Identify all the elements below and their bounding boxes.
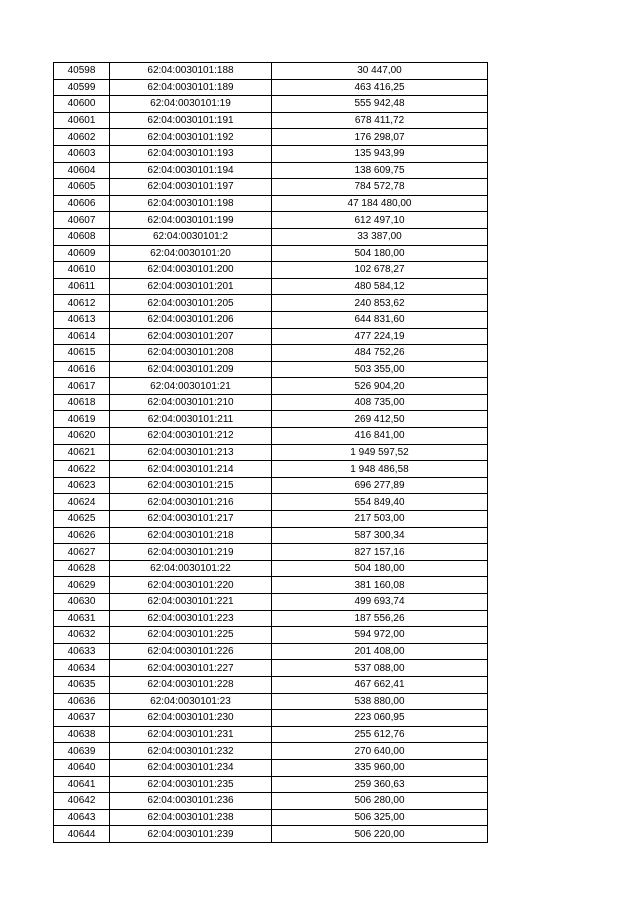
value-cell: 201 408,00 [272,643,488,660]
value-cell: 223 060,95 [272,710,488,727]
value-cell: 538 880,00 [272,693,488,710]
row-number-cell: 40624 [54,494,110,511]
table-row [54,477,488,494]
table-row [54,245,488,262]
row-number-cell: 40621 [54,444,110,461]
cadastral-number-cell: 62:04:0030101:234 [110,759,272,776]
row-number-cell: 40633 [54,643,110,660]
value-cell: 335 960,00 [272,759,488,776]
table-row [54,79,488,96]
value-cell: 827 157,16 [272,544,488,561]
cadastral-number-cell: 62:04:0030101:19 [110,96,272,113]
row-number-cell: 40613 [54,311,110,328]
value-cell: 644 831,60 [272,311,488,328]
value-cell: 269 412,50 [272,411,488,428]
table-row [54,295,488,312]
value-cell: 47 184 480,00 [272,195,488,212]
table-row [54,311,488,328]
cadastral-number-cell: 62:04:0030101:231 [110,726,272,743]
table-row [54,643,488,660]
cadastral-number-cell: 62:04:0030101:200 [110,262,272,279]
row-number-cell: 40602 [54,129,110,146]
cadastral-number-cell: 62:04:0030101:217 [110,511,272,528]
table-row [54,693,488,710]
cadastral-number-cell: 62:04:0030101:210 [110,394,272,411]
cadastral-number-cell: 62:04:0030101:191 [110,112,272,129]
table-row [54,112,488,129]
row-number-cell: 40606 [54,195,110,212]
cadastral-number-cell: 62:04:0030101:206 [110,311,272,328]
row-number-cell: 40627 [54,544,110,561]
value-cell: 537 088,00 [272,660,488,677]
row-number-cell: 40638 [54,726,110,743]
value-cell: 678 411,72 [272,112,488,129]
cadastral-number-cell: 62:04:0030101:227 [110,660,272,677]
value-cell: 506 220,00 [272,826,488,843]
value-cell: 484 752,26 [272,345,488,362]
cadastral-number-cell: 62:04:0030101:239 [110,826,272,843]
row-number-cell: 40607 [54,212,110,229]
table-row [54,743,488,760]
value-cell: 594 972,00 [272,627,488,644]
table-row [54,378,488,395]
table-row [54,793,488,810]
row-number-cell: 40609 [54,245,110,262]
row-number-cell: 40628 [54,560,110,577]
cadastral-number-cell: 62:04:0030101:189 [110,79,272,96]
cadastral-number-cell: 62:04:0030101:221 [110,594,272,611]
row-number-cell: 40623 [54,477,110,494]
table-row [54,759,488,776]
row-number-cell: 40640 [54,759,110,776]
row-number-cell: 40643 [54,809,110,826]
table-row [54,726,488,743]
value-cell: 784 572,78 [272,179,488,196]
cadastral-number-cell: 62:04:0030101:236 [110,793,272,810]
cadastral-number-cell: 62:04:0030101:2 [110,228,272,245]
cadastral-number-cell: 62:04:0030101:223 [110,610,272,627]
value-cell: 506 325,00 [272,809,488,826]
row-number-cell: 40641 [54,776,110,793]
cadastral-number-cell: 62:04:0030101:193 [110,145,272,162]
table-row [54,527,488,544]
cadastral-value-table [53,62,488,843]
row-number-cell: 40615 [54,345,110,362]
value-cell: 102 678,27 [272,262,488,279]
row-number-cell: 40614 [54,328,110,345]
cadastral-number-cell: 62:04:0030101:235 [110,776,272,793]
value-cell: 416 841,00 [272,428,488,445]
table-row [54,278,488,295]
row-number-cell: 40637 [54,710,110,727]
value-cell: 696 277,89 [272,477,488,494]
row-number-cell: 40605 [54,179,110,196]
value-cell: 33 387,00 [272,228,488,245]
row-number-cell: 40598 [54,63,110,80]
value-cell: 255 612,76 [272,726,488,743]
table-row [54,826,488,843]
table-row [54,560,488,577]
cadastral-number-cell: 62:04:0030101:214 [110,461,272,478]
value-cell: 612 497,10 [272,212,488,229]
row-number-cell: 40620 [54,428,110,445]
table-row [54,394,488,411]
value-cell: 217 503,00 [272,511,488,528]
cadastral-number-cell: 62:04:0030101:211 [110,411,272,428]
row-number-cell: 40619 [54,411,110,428]
value-cell: 467 662,41 [272,676,488,693]
table-row [54,627,488,644]
row-number-cell: 40639 [54,743,110,760]
row-number-cell: 40616 [54,361,110,378]
table-row [54,96,488,113]
cadastral-number-cell: 62:04:0030101:226 [110,643,272,660]
table-row [54,676,488,693]
value-cell: 463 416,25 [272,79,488,96]
row-number-cell: 40603 [54,145,110,162]
row-number-cell: 40611 [54,278,110,295]
cadastral-number-cell: 62:04:0030101:23 [110,693,272,710]
table-body [54,63,488,843]
table-row [54,63,488,80]
cadastral-number-cell: 62:04:0030101:225 [110,627,272,644]
value-cell: 555 942,48 [272,96,488,113]
table-row [54,129,488,146]
table-row [54,776,488,793]
value-cell: 187 556,26 [272,610,488,627]
table-row [54,610,488,627]
table-row [54,195,488,212]
table-row [54,544,488,561]
row-number-cell: 40622 [54,461,110,478]
table-row [54,262,488,279]
value-cell: 480 584,12 [272,278,488,295]
table-row [54,660,488,677]
row-number-cell: 40625 [54,511,110,528]
cadastral-number-cell: 62:04:0030101:188 [110,63,272,80]
table-row [54,511,488,528]
value-cell: 30 447,00 [272,63,488,80]
table-row [54,162,488,179]
cadastral-number-cell: 62:04:0030101:21 [110,378,272,395]
table-row [54,328,488,345]
table-row [54,710,488,727]
value-cell: 554 849,40 [272,494,488,511]
cadastral-number-cell: 62:04:0030101:20 [110,245,272,262]
value-cell: 503 355,00 [272,361,488,378]
cadastral-number-cell: 62:04:0030101:215 [110,477,272,494]
cadastral-number-cell: 62:04:0030101:197 [110,179,272,196]
cadastral-number-cell: 62:04:0030101:205 [110,295,272,312]
table-row [54,345,488,362]
value-cell: 587 300,34 [272,527,488,544]
table-row [54,361,488,378]
cadastral-number-cell: 62:04:0030101:220 [110,577,272,594]
value-cell: 381 160,08 [272,577,488,594]
cadastral-number-cell: 62:04:0030101:208 [110,345,272,362]
row-number-cell: 40629 [54,577,110,594]
table-row [54,145,488,162]
row-number-cell: 40631 [54,610,110,627]
row-number-cell: 40626 [54,527,110,544]
row-number-cell: 40644 [54,826,110,843]
value-cell: 270 640,00 [272,743,488,760]
row-number-cell: 40617 [54,378,110,395]
row-number-cell: 40599 [54,79,110,96]
cadastral-number-cell: 62:04:0030101:194 [110,162,272,179]
cadastral-number-cell: 62:04:0030101:219 [110,544,272,561]
table-row [54,461,488,478]
row-number-cell: 40608 [54,228,110,245]
cadastral-number-cell: 62:04:0030101:209 [110,361,272,378]
cadastral-number-cell: 62:04:0030101:213 [110,444,272,461]
cadastral-number-cell: 62:04:0030101:198 [110,195,272,212]
row-number-cell: 40604 [54,162,110,179]
value-cell: 506 280,00 [272,793,488,810]
value-cell: 526 904,20 [272,378,488,395]
row-number-cell: 40612 [54,295,110,312]
cadastral-number-cell: 62:04:0030101:238 [110,809,272,826]
value-cell: 259 360,63 [272,776,488,793]
row-number-cell: 40642 [54,793,110,810]
value-cell: 1 949 597,52 [272,444,488,461]
cadastral-number-cell: 62:04:0030101:230 [110,710,272,727]
cadastral-number-cell: 62:04:0030101:22 [110,560,272,577]
row-number-cell: 40634 [54,660,110,677]
cadastral-number-cell: 62:04:0030101:201 [110,278,272,295]
cadastral-number-cell: 62:04:0030101:218 [110,527,272,544]
value-cell: 240 853,62 [272,295,488,312]
row-number-cell: 40630 [54,594,110,611]
row-number-cell: 40600 [54,96,110,113]
table-row [54,212,488,229]
value-cell: 176 298,07 [272,129,488,146]
cadastral-number-cell: 62:04:0030101:207 [110,328,272,345]
value-cell: 504 180,00 [272,245,488,262]
value-cell: 135 943,99 [272,145,488,162]
row-number-cell: 40610 [54,262,110,279]
table-row [54,228,488,245]
table-row [54,428,488,445]
row-number-cell: 40618 [54,394,110,411]
table-row [54,494,488,511]
cadastral-number-cell: 62:04:0030101:232 [110,743,272,760]
value-cell: 408 735,00 [272,394,488,411]
row-number-cell: 40601 [54,112,110,129]
row-number-cell: 40632 [54,627,110,644]
cadastral-number-cell: 62:04:0030101:199 [110,212,272,229]
cadastral-number-cell: 62:04:0030101:212 [110,428,272,445]
value-cell: 477 224,19 [272,328,488,345]
table-row [54,179,488,196]
row-number-cell: 40636 [54,693,110,710]
table-row [54,444,488,461]
value-cell: 138 609,75 [272,162,488,179]
table-row [54,809,488,826]
value-cell: 499 693,74 [272,594,488,611]
cadastral-number-cell: 62:04:0030101:192 [110,129,272,146]
value-cell: 504 180,00 [272,560,488,577]
cadastral-number-cell: 62:04:0030101:216 [110,494,272,511]
value-cell: 1 948 486,58 [272,461,488,478]
cadastral-number-cell: 62:04:0030101:228 [110,676,272,693]
row-number-cell: 40635 [54,676,110,693]
table-row [54,411,488,428]
table-row [54,577,488,594]
table-row [54,594,488,611]
